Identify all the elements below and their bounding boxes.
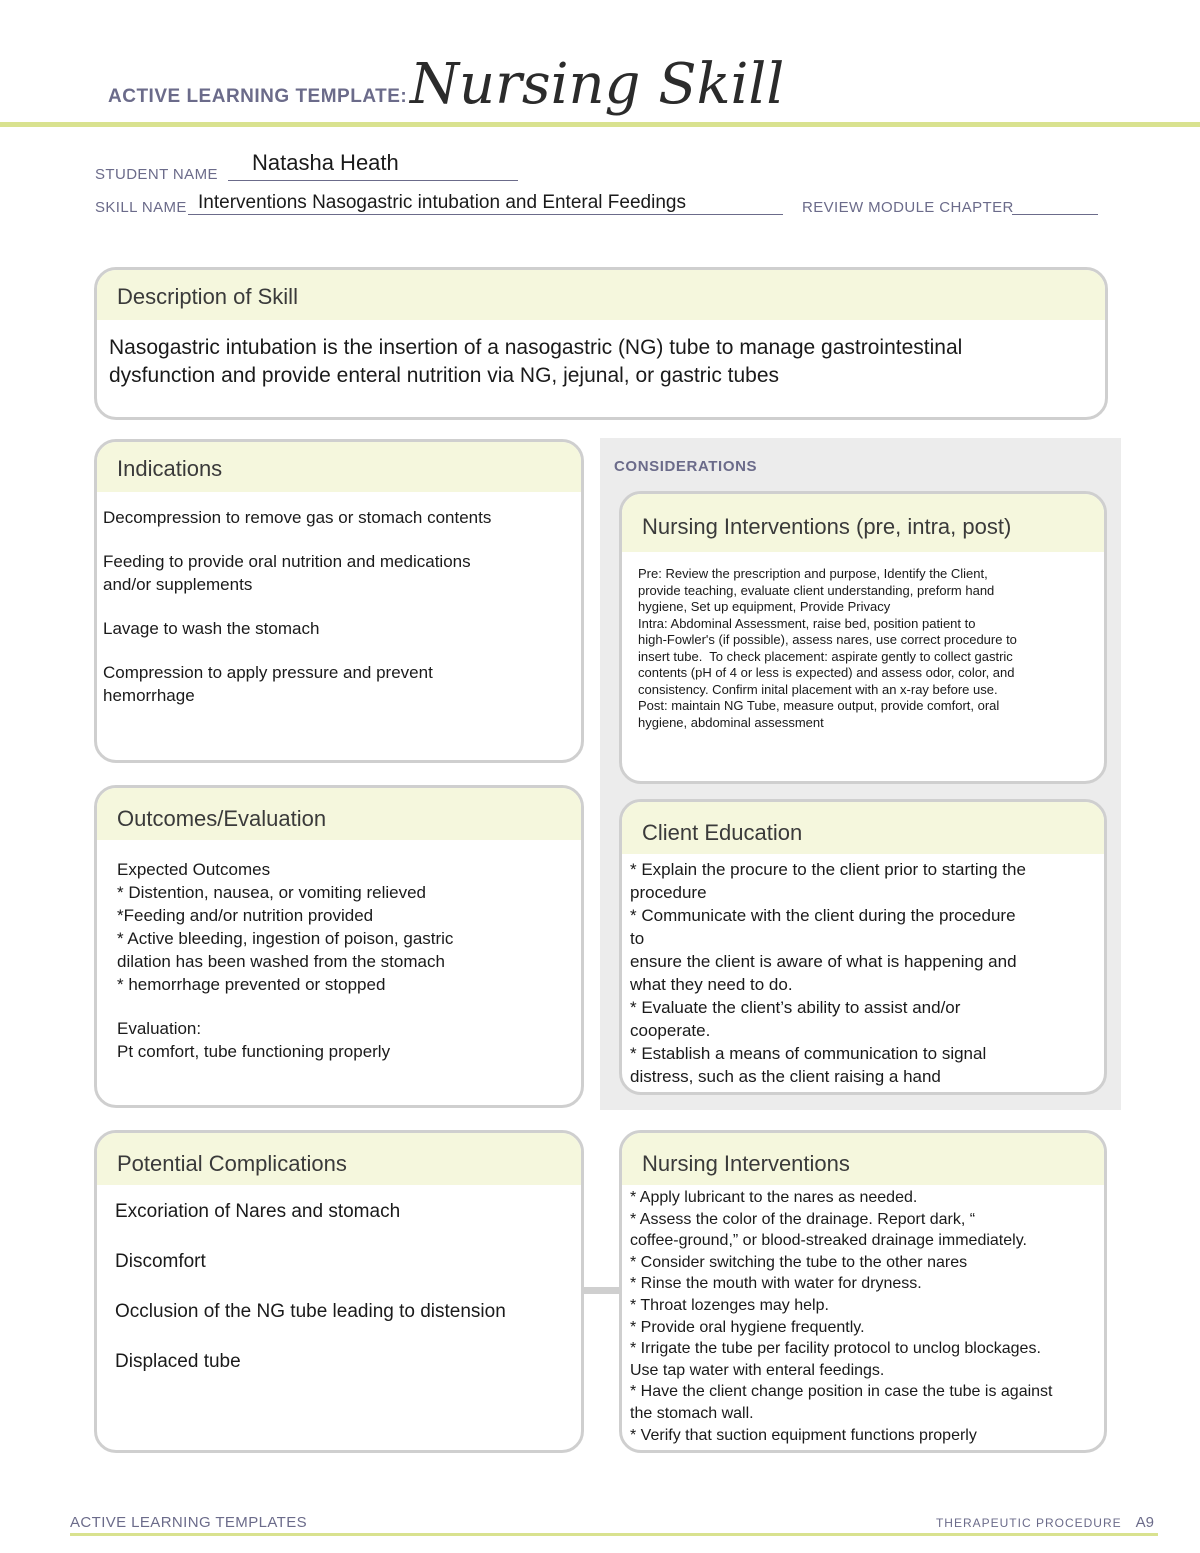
student-name-value[interactable]: Natasha Heath [252,150,399,175]
description-title: Description of Skill [97,270,1105,320]
header-divider [0,122,1200,127]
client-education-title: Client Education [622,802,1104,854]
review-chapter-line [1012,214,1098,215]
page-number: A9 [1135,1514,1154,1531]
complication-item: Displaced tube [115,1351,241,1372]
nursing-interventions-box [619,1130,1107,1453]
expected-outcomes: Expected Outcomes * Distention, nausea, or vomiting relieved *Feeding and/or nutrition provided * Active bleeding, ingestion of poison, gastric dilation has been washed from the stomach * hemorrhage prevented or stopped [117,860,454,994]
box-connector [582,1287,620,1294]
outcomes-title: Outcomes/Evaluation [97,788,581,840]
complications-box [94,1130,584,1453]
description-text [97,320,1105,404]
evaluation: Evaluation: Pt comfort, tube functioning properly [117,1019,391,1061]
template-label: ACTIVE LEARNING TEMPLATE: [108,86,408,107]
footer-divider [70,1533,1158,1536]
outcomes-box [94,785,584,1108]
indications-list [97,492,581,721]
page-title: Nursing Skill [410,52,785,117]
nursing-interventions-text: * Apply lubricant to the nares as needed. * Assess the color of the drainage. Report dark, “ coffee-ground,” or blood-streaked drainage immediately. * Consider switching the tube to the other nares * Rinse the mouth with water for dryness. * Throat lozenges may help. * Provide oral hygiene frequently. * Irrigate the tube per facility protocol to unclog blockages. Use tap water with enteral feedings. * Have the client change position in case the tube is against the stomach wall. * Verify that suction equipment functions properly [630,1189,1053,1444]
complication-item: Occlusion of the NG tube leading to distension [115,1301,506,1322]
indication-item: Feeding to provide oral nutrition and medications and/or supplements [103,552,471,594]
complications-title: Potential Complications [97,1133,581,1185]
footer-procedure-label: THERAPEUTIC PROCEDURE [935,1516,1122,1530]
footer-left: ACTIVE LEARNING TEMPLATES [70,1514,307,1531]
description-box [94,267,1108,420]
indications-box [94,439,584,763]
nursing-interventions-pip-box [619,491,1107,784]
review-chapter-label: REVIEW MODULE CHAPTER [802,199,1014,216]
indications-title: Indications [97,442,581,492]
client-education-text: * Explain the procure to the client prior to starting the procedure * Communicate with the client during the procedure to ensure the client is aware of what is happening and what they need to do. * Evaluate the client’s ability to assist and/or cooperate. * Establish a means of communication to signal distress, such as the client raising a hand [630,860,1026,1086]
complication-item: Excoriation of Nares and stomach [115,1201,401,1222]
indication-item: Compression to apply pressure and prevent hemorrhage [103,663,433,705]
outcomes-text [97,840,581,1081]
considerations-label: CONSIDERATIONS [614,458,758,475]
nursing-interventions-pip-title: Nursing Interventions (pre, intra, post) [622,494,1104,552]
indication-item: Lavage to wash the stomach [103,619,320,638]
indication-item: Decompression to remove gas or stomach contents [103,508,492,527]
nursing-interventions-pip-text: Pre: Review the prescription and purpose, Identify the Client, provide teaching, evaluate client understanding, preform hand hygiene, Set up equipment, Provide Privacy Intra: Abdominal Assessment, raise bed, position patient to high-Fowler's (if possible), assess nares, use correct procedure to insert tube. To check placement: aspirate gently to collect gastric contents (pH of 4 or less is expected) and assess odor, color, and consistency. Confirm inital placement with an x-ray before use. Post: maintain NG Tube, measure output, provide comfort, oral hygiene, abdominal assessment [638,566,1017,730]
description-line: dysfunction and provide enteral nutrition via NG, jejunal, or gastric tubes [109,364,780,387]
complication-item: Discomfort [115,1251,206,1272]
student-name-line [228,180,518,181]
footer-right [936,1514,1154,1531]
client-education-box [619,799,1107,1095]
skill-name-label: SKILL NAME [95,199,187,216]
nursing-interventions-title: Nursing Interventions [622,1133,1104,1185]
skill-name-value[interactable]: Interventions Nasogastric intubation and Enteral Feedings [198,192,686,213]
skill-name-line [188,214,783,215]
complications-list [97,1185,581,1389]
description-line: Nasogastric intubation is the insertion of a nasogastric (NG) tube to manage gastrointestinal [109,336,963,359]
student-name-label: STUDENT NAME [95,166,218,183]
